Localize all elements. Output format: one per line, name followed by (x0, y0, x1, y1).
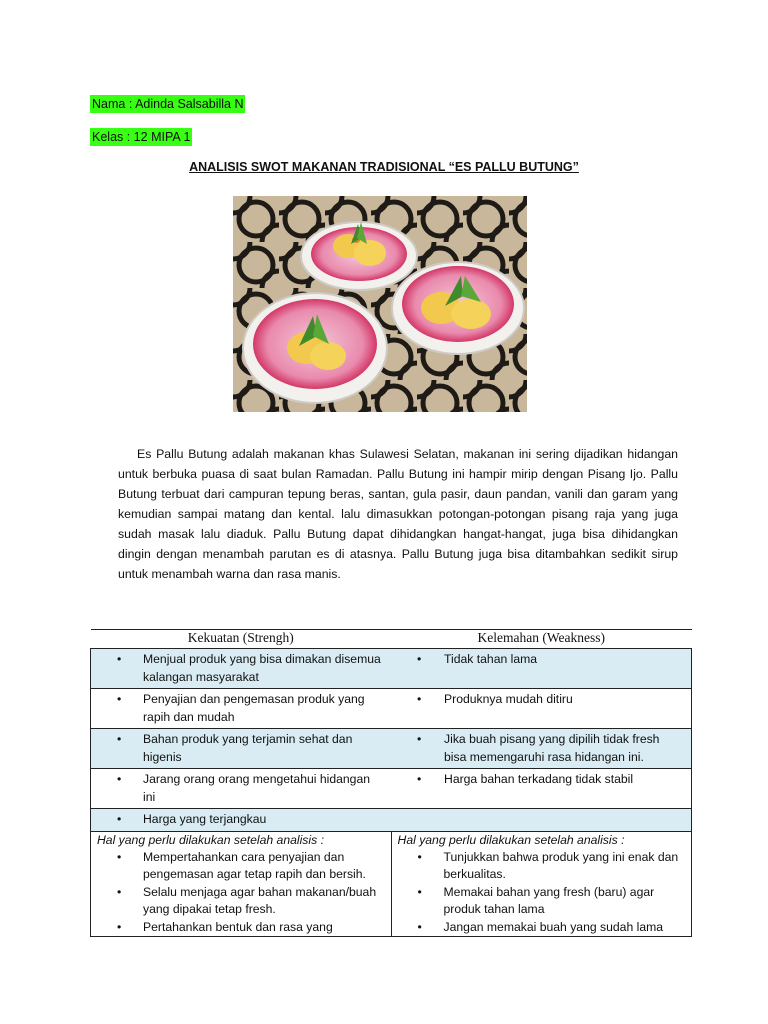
es-pallu-butung-photo (233, 196, 527, 412)
bullet: • (117, 884, 122, 899)
table-row (91, 689, 692, 729)
bullet: • (417, 919, 422, 934)
description-paragraph (118, 444, 678, 584)
food-photo (233, 196, 527, 412)
swot-table (90, 629, 692, 937)
followup-heading-left: Hal yang perlu dilakukan setelah analisis : (97, 832, 324, 847)
bullet: • (117, 732, 122, 746)
strength-item: Harga yang terjangkau (143, 812, 267, 826)
followup-item: Mempertahankan cara penyajian dan pengemasan agar tetap rapih dan bersih. (143, 849, 366, 881)
student-name: Nama : Adinda Salsabilla N (92, 97, 244, 111)
bullet: • (417, 692, 422, 706)
student-class: Kelas : 12 MIPA 1 (92, 130, 191, 144)
strength-item: Penyajian dan pengemasan produk yang rapih dan mudah (143, 692, 365, 724)
followup-item: Jangan memakai buah yang sudah lama (443, 919, 664, 934)
table-row (91, 649, 692, 689)
bullet: • (117, 652, 122, 666)
followup-item: Pertahankan bentuk dan rasa yang (143, 919, 333, 934)
bullet: • (417, 849, 422, 864)
table-row (91, 729, 692, 769)
bullet: • (117, 849, 122, 864)
followup-item: Selalu menjaga agar bahan makanan/buah yang dipakai tetap fresh. (143, 884, 377, 916)
header-weakness: Kelemahan (Weakness) (391, 630, 691, 649)
bullet: • (117, 919, 122, 934)
bullet: • (417, 884, 422, 899)
description-text: Es Pallu Butung adalah makanan khas Sulawesi Selatan, makanan ini sering dijadikan hidangan untuk berbuka puasa di saat bulan Ramadan. Pallu Butung ini hampir mirip dengan Pisang Ijo. Pallu Butung terbuat dari campuran tepung beras, santan, gula pasir, daun pandan, vanili dan garam yang kemudian sampai matang dan kental. lalu dimasukkan potongan-potongan pisang raja yang juga sudah masak lalu diaduk. Pallu Butung dapat dihidangkan hangat-hangat, juga bisa dihidangkan dingin dengan menambah parutan es di atasnya. Pallu Butung juga bisa ditambahkan sedikit sirup untuk menambah warna dan rasa manis. (118, 447, 678, 581)
weakness-item: Jika buah pisang yang dipilih tidak fresh bisa memengaruhi rasa hidangan ini. (444, 732, 660, 764)
followup-item: Tunjukkan bahwa produk yang ini enak dan berkualitas. (443, 849, 679, 881)
bullet: • (417, 732, 422, 746)
followup-heading-right: Hal yang perlu dilakukan setelah analisis : (397, 832, 625, 847)
bullet: • (417, 772, 422, 786)
bullet: • (117, 692, 122, 706)
bullet: • (117, 812, 122, 826)
table-row (91, 769, 692, 809)
followup-item: Memakai bahan yang fresh (baru) agar produk tahan lama (443, 884, 655, 916)
weakness-item: Harga bahan terkadang tidak stabil (444, 772, 634, 786)
followup-row (91, 831, 692, 937)
strength-item: Bahan produk yang terjamin sehat dan higenis (143, 732, 353, 764)
weakness-item: Produknya mudah ditiru (444, 692, 573, 706)
weakness-item: Tidak tahan lama (444, 652, 538, 666)
table-row (91, 809, 692, 832)
strength-item: Menjual produk yang bisa dimakan disemua kalangan masyarakat (143, 652, 381, 684)
bullet: • (117, 772, 122, 786)
document-title: ANALISIS SWOT MAKANAN TRADISIONAL “ES PALLU BUTUNG” (189, 160, 579, 174)
header-strength: Kekuatan (Strengh) (91, 630, 392, 649)
strength-item: Jarang orang orang mengetahui hidangan ini (143, 772, 370, 804)
bullet: • (417, 652, 422, 666)
